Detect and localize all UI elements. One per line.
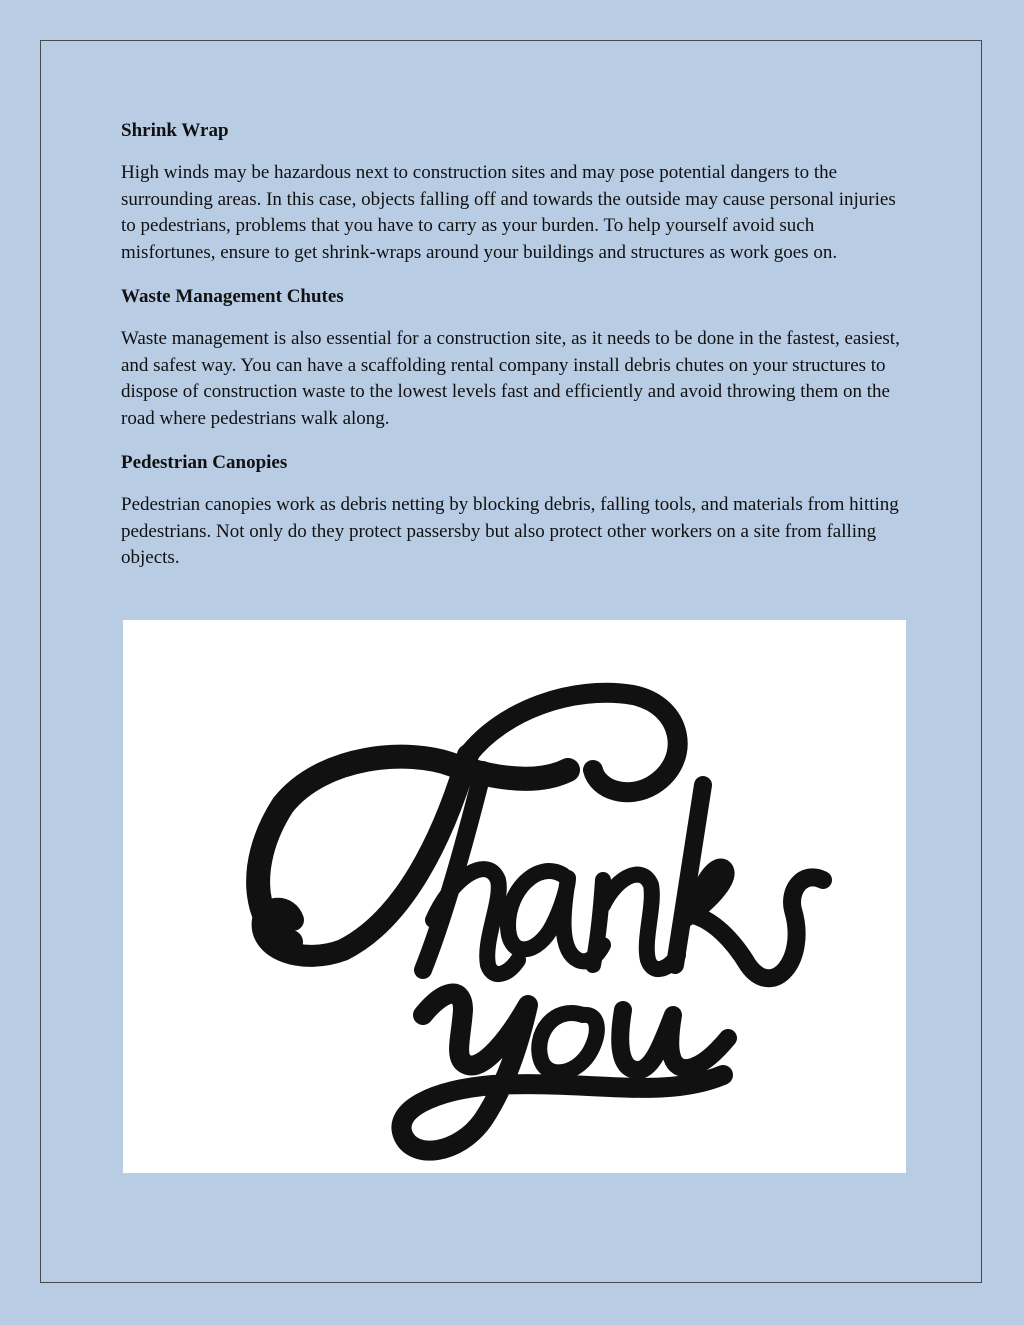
section-shrink-wrap (121, 118, 901, 266)
document-content (121, 118, 901, 590)
section-heading: Pedestrian Canopies (121, 452, 288, 473)
section-paragraph: Pedestrian canopies work as debris netting by blocking debris, falling tools, and materials from hitting pedestrians. Not only do they protect passersby but also protect other workers on a site from falling objects. (121, 494, 899, 568)
section-heading: Waste Management Chutes (121, 286, 344, 307)
thank-you-lettering (123, 620, 906, 1173)
section-waste-management-chutes (121, 284, 901, 432)
section-pedestrian-canopies (121, 450, 901, 572)
thank-you-image (123, 620, 906, 1173)
section-heading: Shrink Wrap (121, 120, 229, 141)
section-paragraph: Waste management is also essential for a construction site, as it needs to be done in the fastest, easiest, and safest way. You can have a scaffolding rental company install debris chutes on your structures to dispose of construction waste to the lowest levels fast and efficiently and avoid throwing them on the road where pedestrians walk along. (121, 328, 900, 429)
section-paragraph: High winds may be hazardous next to construction sites and may pose potential dangers to the surrounding areas. In this case, objects falling off and towards the outside may cause personal injuries to pedestrians, problems that you have to carry as your burden. To help yourself avoid such misfortunes, ensure to get shrink-wraps around your buildings and structures as work goes on. (121, 162, 896, 263)
